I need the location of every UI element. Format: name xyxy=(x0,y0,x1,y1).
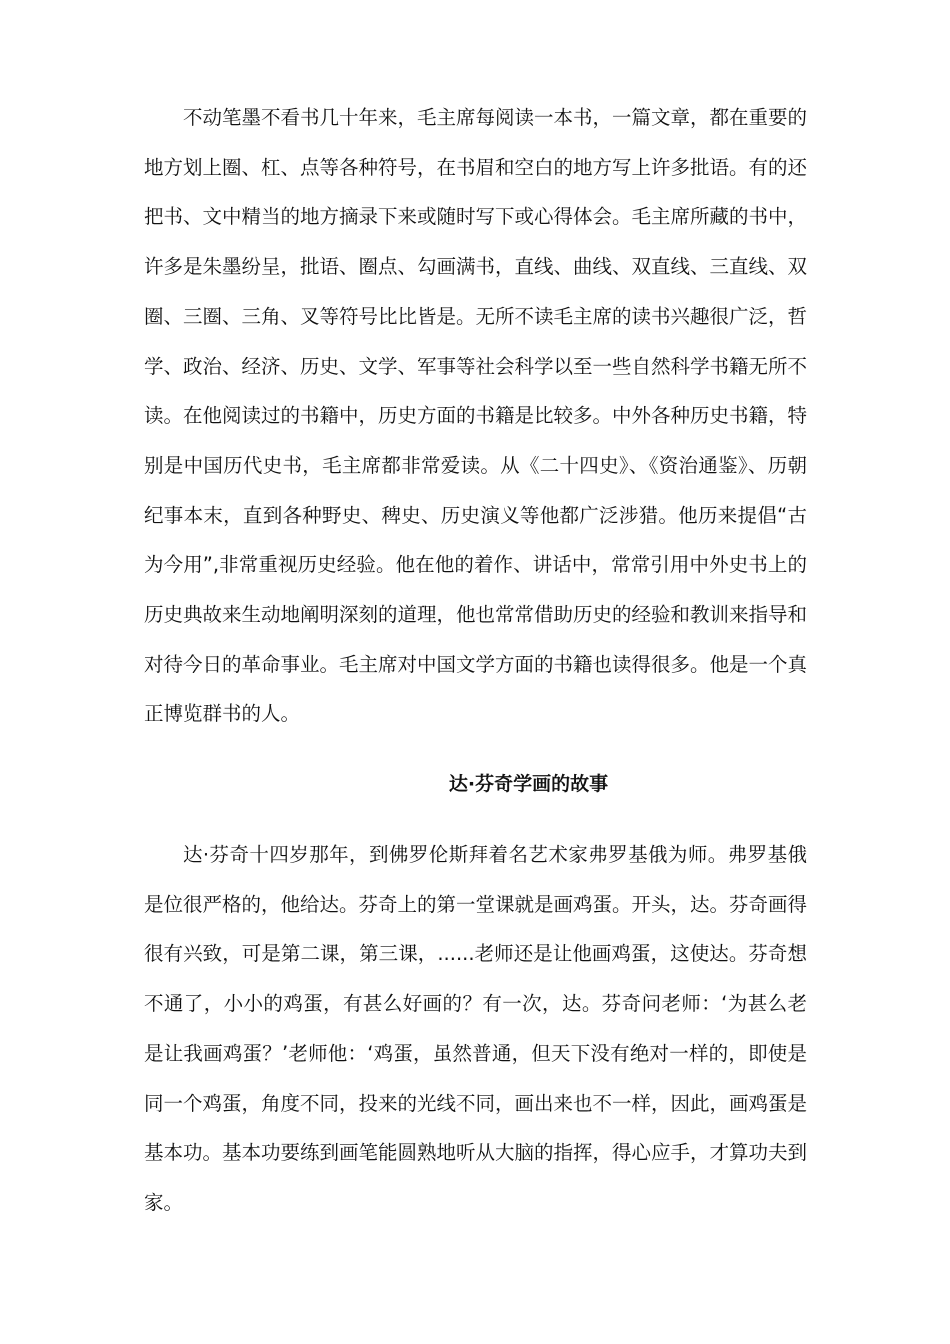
body-paragraph-da-vinci-story: 达·芬奇十四岁那年，到佛罗伦斯拜着名艺术家弗罗基俄为师。弗罗基俄是位很严格的，他给达。芬奇上的第一堂课就是画鸡蛋。开头，达。芬奇画得很有兴致，可是第二课，第三课，......老师还是让他画鸡蛋，这使达。芬奇想不通了，小小的鸡蛋，有甚么好画的？有一次，达。芬奇问老师：‘为甚么老是让我画鸡蛋？’老师他：‘鸡蛋，虽然普通，但天下没有绝对一样的，即使是同一个鸡蛋，角度不同，投来的光线不同，画出来也不一样，因此，画鸡蛋是基本功。基本功要练到画笔能圆熟地听从大脑的指挥，得心应手，才算功夫到家。 xyxy=(144,843,808,1214)
body-paragraph-reading-habits: 不动笔墨不看书几十年来，毛主席每阅读一本书，一篇文章，都在重要的地方划上圈、杠、点等各种符号，在书眉和空白的地方写上许多批语。有的还把书、文中精当的地方摘录下来或随时写下或心得体会。毛主席所藏的书中，许多是朱墨纷呈，批语、圈点、勾画满书，直线、曲线、双直线、三直线、双圈、三圈、三角、叉等符号比比皆是。无所不读毛主席的读书兴趣很广泛，哲学、政治、经济、历史、文学、军事等社会科学以至一些自然科学书籍无所不读。在他阅读过的书籍中，历史方面的书籍是比较多。中外各种历史书籍，特别是中国历代史书，毛主席都非常爱读。从《二十四史》、《资治通鉴》、历朝纪事本末，直到各种野史、稗史、历史演义等他都广泛涉猎。他历来提倡“古为今用”,非常重视历史经验。他在他的着作、讲话中，常常引用中外史书上的历史典故来生动地阐明深刻的道理，他也常常借助历史的经验和教训来指导和对待今日的革命事业。毛主席对中国文学方面的书籍也读得很多。他是一个真正博览群书的人。 xyxy=(144,106,808,726)
section-title: 达·芬奇学画的故事 xyxy=(448,773,609,795)
